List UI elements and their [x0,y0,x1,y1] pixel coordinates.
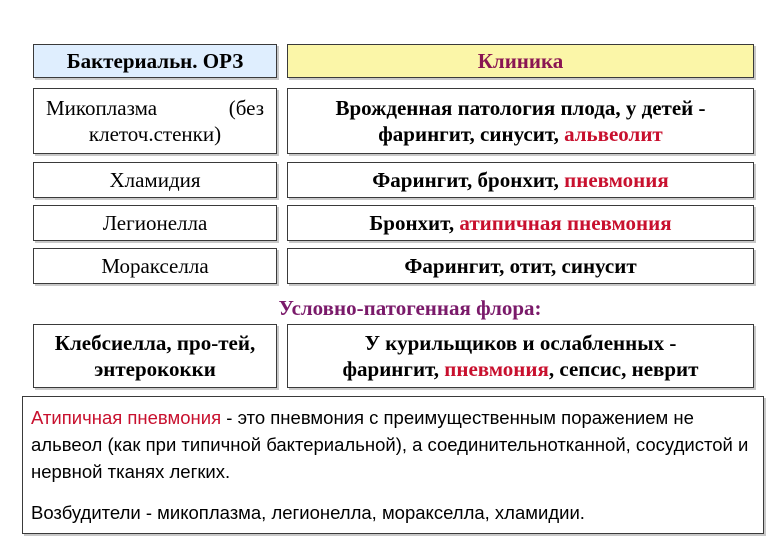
pathogen-text: Легионелла [102,211,208,235]
note-pathogens: Возбудители - микоплазма, легионелла, моракселла, хламидии. [31,502,585,523]
clinic-text-line2 [343,356,699,382]
clinic-cell-moraxella [287,248,754,284]
clinic-text-highlight: атипичная пневмония [459,211,672,235]
clinic-cell-conditional [287,324,754,388]
clinic-text-line1: У курильщиков и ослабленных - [364,331,677,355]
clinic-text-highlight: пневмония [444,357,549,381]
conditional-flora-title: Условно-патогенная флора: [278,296,542,320]
clinic-text [369,210,671,236]
pathogen-text: Хламидия [109,168,201,192]
clinic-text-plain: фарингит, синусит, [378,122,565,146]
clinic-cell-mycoplasma [287,88,754,154]
clinic-text-plain-end: , сепсис, неврит [548,357,699,381]
note-term: Атипичная пневмония [31,407,222,428]
note-definition [31,404,755,485]
pathogen-text-line2: энтерококки [94,357,216,381]
pathogen-cell-chlamydia [33,162,277,198]
clinic-text-line1: Врожденная патология плода, у детей - [335,96,706,120]
clinic-cell-chlamydia [287,162,754,198]
clinic-text [404,253,636,279]
clinic-text-plain: Бронхит, [369,211,460,235]
clinic-text-highlight: пневмония [564,168,669,192]
header-clinic-label: Клиника [477,49,564,73]
clinic-text-line2 [378,121,662,147]
clinic-text-plain: Фарингит, отит, синусит [404,254,637,278]
clinic-text [372,167,669,193]
pathogen-text-line2: клеточ.стенки) [88,122,222,146]
atypical-pneumonia-note [22,396,764,534]
header-clinic-cell [287,44,754,78]
note-definition-text: - это пневмония с преимущественным поражением не альвеол (как при типичной бактериальной), а соединительнотканной, сосудистой и нервной тканях легких. [31,407,749,482]
pathogen-text: Моракселла [101,254,209,278]
pathogen-text-line1: Микоплазма (без [46,96,264,120]
clinic-cell-legionella [287,205,754,241]
clinic-text-highlight: альвеолит [564,122,663,146]
pathogen-text-line1: Клебсиелла, про-тей, [54,331,256,355]
header-pathogen-cell [33,44,277,78]
pathogen-cell-conditional [33,324,277,388]
clinic-text-plain: Фарингит, бронхит, [372,168,565,192]
clinic-text-plain: фарингит, [342,357,445,381]
pathogen-cell-moraxella [33,248,277,284]
pathogen-cell-mycoplasma [33,88,277,154]
header-pathogen-label: Бактериальн. ОРЗ [66,49,244,73]
pathogen-cell-legionella [33,205,277,241]
